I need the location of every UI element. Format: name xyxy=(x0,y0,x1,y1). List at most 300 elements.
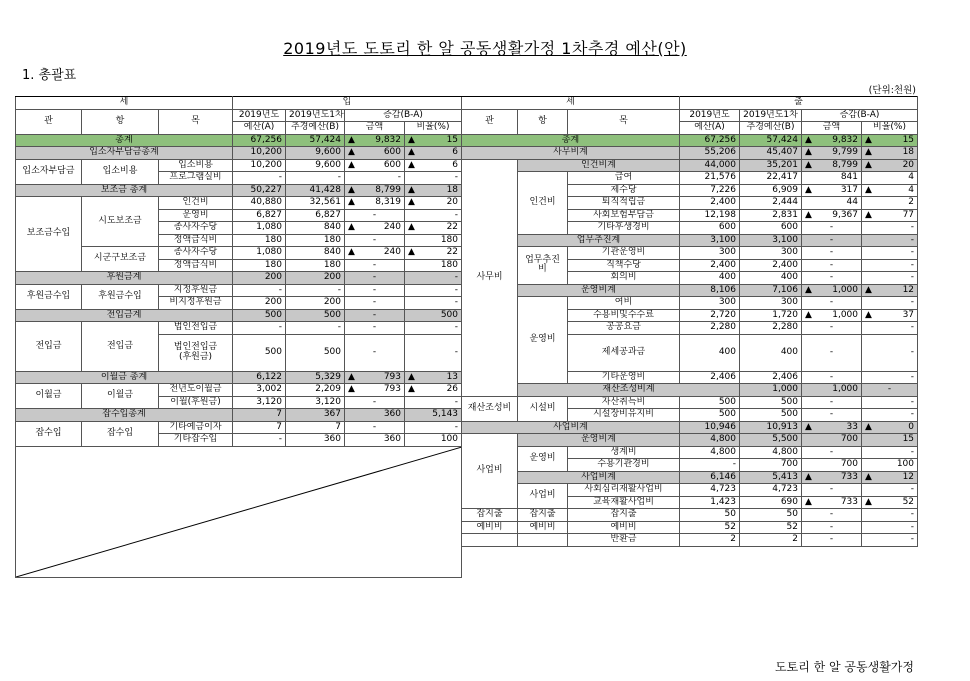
cell-amt: - xyxy=(345,297,405,310)
cell-pct-value: 20 xyxy=(902,159,915,170)
cell-a: 12,198 xyxy=(680,209,740,222)
mok-cell: 반환금 xyxy=(568,534,680,547)
mok-cell: 급여 xyxy=(568,172,680,185)
cell-b: 360 xyxy=(286,434,345,447)
decrease-marker: ▲ xyxy=(408,247,415,258)
mok-cell: 기타후생경비 xyxy=(568,222,680,235)
cell-amt: - xyxy=(802,509,862,522)
table-row xyxy=(462,484,918,497)
decrease-marker: ▲ xyxy=(805,309,812,320)
cell-a: 1,080 xyxy=(233,222,286,235)
cell-a: 40,880 xyxy=(233,197,286,210)
cell-amt-value: 1,000 xyxy=(832,284,858,295)
cell-pct: - xyxy=(405,334,462,371)
cell-a: 500 xyxy=(233,334,286,371)
cell-pct xyxy=(405,197,462,210)
decrease-marker: ▲ xyxy=(408,134,415,145)
table-row xyxy=(462,159,918,172)
mok-cell: 기타잡수입 xyxy=(159,434,233,447)
cell-amt: - xyxy=(802,534,862,547)
cell-pct: 2 xyxy=(862,197,918,210)
table-row xyxy=(16,159,462,172)
gwan-cell: 재산조성비 xyxy=(462,396,518,421)
cell-amt: - xyxy=(802,234,862,247)
table-row xyxy=(16,322,462,335)
decrease-marker: ▲ xyxy=(348,371,355,382)
cell-b: 300 xyxy=(740,297,802,310)
cell-a: 10,946 xyxy=(680,421,740,434)
decrease-marker: ▲ xyxy=(805,209,812,220)
cell-b: 9,600 xyxy=(286,147,345,160)
cell-b: 6,909 xyxy=(740,184,802,197)
cell-a: 6,146 xyxy=(680,471,740,484)
decrease-marker: ▲ xyxy=(865,184,872,195)
table-row xyxy=(462,471,918,484)
gwan-cell: 보조금수입 xyxy=(16,197,82,272)
cell-b: 1,000 xyxy=(802,384,862,397)
decrease-marker: ▲ xyxy=(348,222,355,233)
row-label: 사업비계 xyxy=(462,421,680,434)
cell-amt-value: 8,319 xyxy=(375,197,401,208)
cell-pct: - xyxy=(862,484,918,497)
cell-b: 2,400 xyxy=(740,259,802,272)
cell-a: 4,800 xyxy=(680,446,740,459)
cell-pct-value: 20 xyxy=(446,197,459,208)
cell-pct xyxy=(862,471,918,484)
hang-cell: 잡지출 xyxy=(518,509,568,522)
cell-amt xyxy=(802,471,862,484)
cell-pct xyxy=(405,247,462,260)
cell-a: 3,100 xyxy=(680,234,740,247)
mok-cell: 운영비 xyxy=(159,209,233,222)
table-row xyxy=(462,247,918,260)
mok-cell: 시설장비유지비 xyxy=(568,409,680,422)
header-mok: 목 xyxy=(568,109,680,134)
row-label: 사무비계 xyxy=(462,147,680,160)
cell-b: 840 xyxy=(286,222,345,235)
cell-b: 200 xyxy=(286,272,345,285)
cell-amt: - xyxy=(802,371,862,384)
section-heading: 1. 총괄표 xyxy=(22,68,77,83)
cell-amt-value: 240 xyxy=(383,222,401,233)
cell-pct xyxy=(405,159,462,172)
cell-b: 600 xyxy=(740,222,802,235)
cell-b: 180 xyxy=(286,234,345,247)
empty-diagonal-row xyxy=(16,446,462,577)
cell-pct xyxy=(862,184,918,197)
table-row xyxy=(16,309,462,322)
table-row xyxy=(462,297,918,310)
cell-a: 2 xyxy=(680,534,740,547)
row-label: 입소자부담금총계 xyxy=(16,147,233,160)
mok-cell: 수용비및수수료 xyxy=(568,309,680,322)
cell-b: - xyxy=(286,322,345,335)
cell-pct xyxy=(405,147,462,160)
decrease-marker: ▲ xyxy=(865,134,872,145)
cell-amt xyxy=(345,222,405,235)
table-row xyxy=(16,247,462,260)
decrease-marker: ▲ xyxy=(865,421,872,432)
cell-b: 41,428 xyxy=(286,184,345,197)
cell-b: 57,424 xyxy=(286,134,345,147)
cell-b: 9,600 xyxy=(286,159,345,172)
header-ip: 입 xyxy=(233,97,462,110)
decrease-marker: ▲ xyxy=(865,147,872,158)
header-budget-a: 2019년도 xyxy=(233,109,286,122)
cell-amt xyxy=(802,309,862,322)
gwan-cell: 잡수입 xyxy=(16,421,82,446)
table-row xyxy=(462,534,918,547)
gwan-cell: 예비비 xyxy=(462,521,518,534)
cell-pct xyxy=(862,134,918,147)
header-amount: 금액 xyxy=(345,122,405,135)
cell-pct: - xyxy=(862,409,918,422)
cell-amt-value: 600 xyxy=(383,159,401,170)
cell-pct-value: 77 xyxy=(902,209,915,220)
mok-cell: 기타예금이자 xyxy=(159,421,233,434)
cell-a: 4,723 xyxy=(680,484,740,497)
decrease-marker: ▲ xyxy=(408,222,415,233)
cell-amt: - xyxy=(345,259,405,272)
cell-amt: - xyxy=(802,272,862,285)
mok-cell: 수용기관경비 xyxy=(568,459,680,472)
hang-cell: 예비비 xyxy=(518,521,568,534)
mok-cell: 제세공과금 xyxy=(568,334,680,371)
page-title: 2019년도 도토리 한 알 공동생활가정 1차추경 예산(안) xyxy=(283,39,687,58)
hang-cell: 업무추진비 xyxy=(518,247,568,285)
cell-b: 400 xyxy=(740,334,802,371)
cell-b: 50 xyxy=(740,509,802,522)
cell-pct: - xyxy=(862,371,918,384)
cell-pct: - xyxy=(405,297,462,310)
cell-a: - xyxy=(233,172,286,185)
cell-pct xyxy=(862,159,918,172)
cell-b: 300 xyxy=(740,247,802,260)
header-budget-a2: 예산(A) xyxy=(233,122,286,135)
expenditure-table xyxy=(461,96,918,547)
table-row xyxy=(16,184,462,197)
row-label: 인건비계 xyxy=(518,159,680,172)
cell-a: 2,406 xyxy=(680,371,740,384)
mok-cell: 사회심리재활사업비 xyxy=(568,484,680,497)
cell-pct xyxy=(405,134,462,147)
cell-a: 500 xyxy=(680,409,740,422)
cell-pct: - xyxy=(862,297,918,310)
cell-amt: 841 xyxy=(802,172,862,185)
decrease-marker: ▲ xyxy=(805,471,812,482)
cell-a: - xyxy=(233,322,286,335)
row-label: 업무추진계 xyxy=(518,234,680,247)
cell-pct-value: 6 xyxy=(452,159,459,170)
table-row xyxy=(462,434,918,447)
decrease-marker: ▲ xyxy=(348,134,355,145)
cell-b: 690 xyxy=(740,496,802,509)
cell-amt-value: 8,799 xyxy=(375,184,401,195)
row-label: 운영비계 xyxy=(518,434,680,447)
decrease-marker: ▲ xyxy=(865,471,872,482)
cell-amt-value: 9,799 xyxy=(832,147,858,158)
hang-cell: 사업비 xyxy=(518,484,568,509)
cell-amt: - xyxy=(802,322,862,335)
cell-b: 2,831 xyxy=(740,209,802,222)
table-row xyxy=(16,197,462,210)
cell-b: 2,444 xyxy=(740,197,802,210)
cell-a: 8,106 xyxy=(680,284,740,297)
decrease-marker: ▲ xyxy=(408,159,415,170)
cell-a: 7 xyxy=(233,421,286,434)
cell-pct: - xyxy=(862,509,918,522)
cell-b: 3,100 xyxy=(740,234,802,247)
table-row xyxy=(462,521,918,534)
cell-pct: - xyxy=(862,234,918,247)
decrease-marker: ▲ xyxy=(408,384,415,395)
cell-a: 200 xyxy=(233,272,286,285)
cell-pct: - xyxy=(405,209,462,222)
cell-amt xyxy=(345,197,405,210)
cell-pct-value: 12 xyxy=(902,284,915,295)
cell-a: 6,827 xyxy=(233,209,286,222)
header-ratio: 비율(%) xyxy=(405,122,462,135)
cell-b: 2,406 xyxy=(740,371,802,384)
cell-amt: 360 xyxy=(345,434,405,447)
gwan-cell: 사업비 xyxy=(462,434,518,509)
cell-amt: - xyxy=(802,409,862,422)
cell-b: 32,561 xyxy=(286,197,345,210)
hang-cell: 운영비 xyxy=(518,446,568,471)
cell-pct-value: 6 xyxy=(452,147,459,158)
cell-amt: 700 xyxy=(802,434,862,447)
header-gwan: 관 xyxy=(16,109,82,134)
cell-a: 3,120 xyxy=(233,396,286,409)
header-se: 세 xyxy=(462,97,680,110)
decrease-marker: ▲ xyxy=(805,496,812,507)
mok-cell: 기관운영비 xyxy=(568,247,680,260)
gwan-cell: 잡지출 xyxy=(462,509,518,522)
cell-amt xyxy=(345,134,405,147)
mok-cell: 자산취득비 xyxy=(568,396,680,409)
cell-amt: - xyxy=(802,446,862,459)
empty-area xyxy=(16,446,462,577)
cell-a: 1,423 xyxy=(680,496,740,509)
cell-amt-value: 317 xyxy=(840,184,858,195)
cell-amt: - xyxy=(345,396,405,409)
cell-a: 55,206 xyxy=(680,147,740,160)
cell-amt-value: 240 xyxy=(383,247,401,258)
cell-amt xyxy=(345,159,405,172)
cell-pct xyxy=(862,209,918,222)
cell-a: 400 xyxy=(680,272,740,285)
decrease-marker: ▲ xyxy=(348,247,355,258)
cell-amt: - xyxy=(802,297,862,310)
cell-a: 500 xyxy=(233,309,286,322)
hang-cell: 전입금 xyxy=(82,322,159,372)
gwan-cell: 후원금수입 xyxy=(16,284,82,309)
cell-amt: 700 xyxy=(802,459,862,472)
gwan-cell: 이월금 xyxy=(16,384,82,409)
cell-pct xyxy=(862,147,918,160)
cell-amt: - xyxy=(345,322,405,335)
cell-amt-value: 793 xyxy=(383,371,401,382)
mok-cell: 입소비용 xyxy=(159,159,233,172)
mok-cell: 법인전입금 xyxy=(159,322,233,335)
gwan-cell: 입소자부담금 xyxy=(16,159,82,184)
row-label: 총계 xyxy=(16,134,233,147)
cell-b: 3,120 xyxy=(286,396,345,409)
cell-b: 400 xyxy=(740,272,802,285)
cell-b: 5,500 xyxy=(740,434,802,447)
mok-cell: 이월(후원금) xyxy=(159,396,233,409)
cell-pct-value: 15 xyxy=(446,134,459,145)
cell-a: 7 xyxy=(233,409,286,422)
cell-b: 840 xyxy=(286,247,345,260)
header-budget-b: 2019년도1차 xyxy=(286,109,345,122)
decrease-marker: ▲ xyxy=(408,371,415,382)
header-se: 세 xyxy=(16,97,233,110)
row-label: 이월금 총계 xyxy=(16,371,233,384)
mok-cell: 공공요금 xyxy=(568,322,680,335)
cell-b: 4,723 xyxy=(740,484,802,497)
cell-b: 35,201 xyxy=(740,159,802,172)
cell-b: - xyxy=(286,172,345,185)
cell-pct-value: 26 xyxy=(446,384,459,395)
cell-pct: - xyxy=(405,272,462,285)
cell-b: 200 xyxy=(286,297,345,310)
revenue-table xyxy=(15,96,462,578)
table-row xyxy=(462,421,918,434)
hang-cell: 운영비 xyxy=(518,297,568,384)
cell-a: 1,000 xyxy=(740,384,802,397)
hang-cell: 이월금 xyxy=(82,384,159,409)
table-row xyxy=(462,384,918,397)
cell-pct: - xyxy=(405,396,462,409)
mok-cell: 기타운영비 xyxy=(568,371,680,384)
cell-pct xyxy=(862,309,918,322)
cell-b: 6,827 xyxy=(286,209,345,222)
cell-amt: - xyxy=(802,521,862,534)
cell-pct xyxy=(862,284,918,297)
mok-cell: 예비비 xyxy=(568,521,680,534)
hang-cell: 시도보조금 xyxy=(82,197,159,247)
cell-a: 2,400 xyxy=(680,259,740,272)
cell-pct: 4 xyxy=(862,172,918,185)
cell-a: 52 xyxy=(680,521,740,534)
header-budget-a: 2019년도 xyxy=(680,109,740,122)
mok-cell: 잡지출 xyxy=(568,509,680,522)
cell-b: 10,913 xyxy=(740,421,802,434)
cell-amt xyxy=(802,209,862,222)
cell-pct-value: 52 xyxy=(902,496,915,507)
header-budget-b2: 추경예산(B) xyxy=(286,122,345,135)
cell-b: 22,417 xyxy=(740,172,802,185)
decrease-marker: ▲ xyxy=(348,197,355,208)
cell-amt: - xyxy=(802,396,862,409)
header-chul: 출 xyxy=(680,97,918,110)
cell-amt: - xyxy=(345,209,405,222)
row-label: 전입금계 xyxy=(16,309,233,322)
cell-pct-value: 15 xyxy=(902,134,915,145)
decrease-marker: ▲ xyxy=(865,159,872,170)
cell-b: 5,413 xyxy=(740,471,802,484)
header-budget-b2: 추경예산(B) xyxy=(740,122,802,135)
header-hang: 항 xyxy=(518,109,568,134)
cell-amt xyxy=(802,159,862,172)
cell-b: 45,407 xyxy=(740,147,802,160)
cell-pct xyxy=(862,496,918,509)
decrease-marker: ▲ xyxy=(805,159,812,170)
cell-amt xyxy=(802,496,862,509)
cell-b: 52 xyxy=(740,521,802,534)
cell-b: 4,800 xyxy=(740,446,802,459)
cell-pct xyxy=(405,384,462,397)
row-label: 사업비계 xyxy=(518,471,680,484)
mok-cell: 법인전입금 (후원금) xyxy=(159,334,233,371)
hang-cell: 입소비용 xyxy=(82,159,159,184)
cell-pct-value: 12 xyxy=(902,471,915,482)
mok-cell: 생계비 xyxy=(568,446,680,459)
mok-cell: 교육재활사업비 xyxy=(568,496,680,509)
decrease-marker: ▲ xyxy=(805,421,812,432)
cell-amt: - xyxy=(802,259,862,272)
mok-cell: 회의비 xyxy=(568,272,680,285)
cell-pct: - xyxy=(862,322,918,335)
hang-cell: 인건비 xyxy=(518,172,568,235)
cell-pct xyxy=(862,421,918,434)
cell-a: 300 xyxy=(680,247,740,260)
mok-cell: 퇴직적립금 xyxy=(568,197,680,210)
cell-pct-value: 18 xyxy=(446,184,459,195)
cell-pct: - xyxy=(862,334,918,371)
mok-cell: 전년도이월금 xyxy=(159,384,233,397)
cell-pct: - xyxy=(862,396,918,409)
decrease-marker: ▲ xyxy=(408,197,415,208)
cell-amt: - xyxy=(802,334,862,371)
cell-b: 367 xyxy=(286,409,345,422)
table-row xyxy=(16,421,462,434)
decrease-marker: ▲ xyxy=(865,496,872,507)
cell-pct-value: 37 xyxy=(902,309,915,320)
cell-pct: - xyxy=(862,247,918,260)
cell-pct: - xyxy=(405,284,462,297)
row-label: 총계 xyxy=(462,134,680,147)
decrease-marker: ▲ xyxy=(408,184,415,195)
cell-pct: 100 xyxy=(405,434,462,447)
mok-cell: 사회보험부담금 xyxy=(568,209,680,222)
cell-a: 400 xyxy=(680,334,740,371)
cell-amt-value: 9,832 xyxy=(375,134,401,145)
cell-pct-value: 0 xyxy=(908,421,915,432)
decrease-marker: ▲ xyxy=(348,159,355,170)
table-row xyxy=(16,384,462,397)
header-hang: 항 xyxy=(82,109,159,134)
cell-amt-value: 9,832 xyxy=(832,134,858,145)
cell-pct-value: 4 xyxy=(908,184,915,195)
hang-cell: 시군구보조금 xyxy=(82,247,159,272)
gwan-cell: 전입금 xyxy=(16,322,82,372)
cell-amt-value: 733 xyxy=(840,471,858,482)
cell-pct: - xyxy=(862,534,918,547)
cell-a: 2,280 xyxy=(680,322,740,335)
cell-amt: - xyxy=(345,284,405,297)
cell-b: 700 xyxy=(740,459,802,472)
cell-b: 2,280 xyxy=(740,322,802,335)
table-row xyxy=(16,284,462,297)
cell-a: 7,226 xyxy=(680,184,740,197)
cell-amt: - xyxy=(802,222,862,235)
gwan-cell: 사무비 xyxy=(462,159,518,396)
table-row xyxy=(462,396,918,409)
cell-b: 57,424 xyxy=(740,134,802,147)
cell-amt: - xyxy=(345,234,405,247)
